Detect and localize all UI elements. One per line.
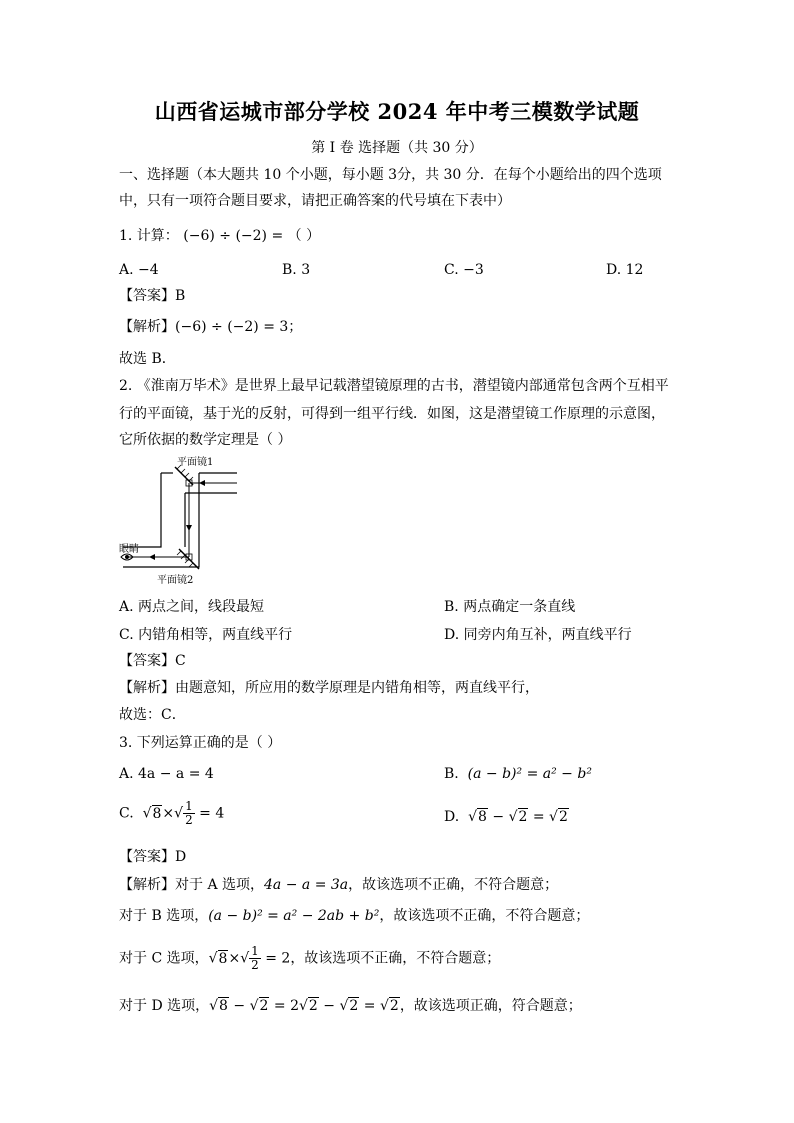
question-3-option-a: A. 4a − a = 4 [119,766,214,782]
question-3-stem: 3. 下列运算正确的是（ ） [119,735,282,751]
question-2-option-d: D. 同旁内角互补，两直线平行 [444,627,632,643]
question-2-option-a: A. 两点之间，线段最短 [119,599,265,615]
question-3-analysis-d: 对于 D 选项，√8 − √2 = 2√2 − √2 = √2，故该选项正确，符合题意； [119,998,582,1014]
question-2-line2: 行的平面镜，基于光的反射，可得到一组平行线．如图，这是潜望镜工作原理的示意图， [119,406,665,422]
question-1-option-a: A. −4 [119,262,159,278]
question-1-analysis: 【解析】(−6) ÷ (−2) = 3； [119,319,303,335]
periscope-figure [115,455,245,590]
question-1-answer: 【答案】B [119,288,186,304]
question-1-conclusion: 故选 B． [119,351,176,367]
question-2-option-b: B. 两点确定一条直线 [444,599,576,615]
question-1-option-d: D. 12 [606,262,644,278]
question-2-analysis: 【解析】由题意知，所应用的数学原理是内错角相等，两直线平行， [119,680,539,696]
section-subtitle: 第 I 卷 选择题（共 30 分） [311,140,483,156]
question-2-answer: 【答案】C [119,653,186,669]
question-3-option-b: B. (a − b)² = a² − b² [444,766,592,782]
question-3-answer: 【答案】D [119,849,187,865]
question-1-option-c: C. −3 [444,262,484,278]
question-1-stem: 1. 计算： (−6) ÷ (−2) = （ ） [119,228,321,244]
question-2-option-c: C. 内错角相等，两直线平行 [119,627,293,643]
question-2-line1: 2. 《淮南万毕术》是世界上最早记载潜望镜原理的古书，潜望镜内部通常包含两个互相平 [119,378,669,394]
eye-label: 眼睛 [119,544,139,555]
question-3-option-d: D. √8 − √2 = √2 [444,809,568,825]
mirror-1-label: 平面镜1 [177,457,214,468]
section-instruction-line2: 中，只有一项符合题目要求，请把正确答案的代号填在下表中） [119,193,511,209]
question-2-conclusion: 故选：C． [119,707,186,723]
question-2-line3: 它所依据的数学定理是（ ） [119,432,292,448]
question-1-option-b: B. 3 [282,262,311,278]
section-instruction-line1: 一、选择题（本大题共 10 个小题，每小题 3分，共 30 分．在每个小题给出的四个选项 [119,167,662,183]
mirror-2-label: 平面镜2 [157,575,194,586]
question-3-analysis-a: 【解析】对于 A 选项，4a − a = 3a，故该选项不正确，不符合题意； [119,877,559,893]
question-3-analysis-c: 对于 C 选项，√8×√ $\frac{1}{2}$ = 2，故该选项不正确，不符合题意； [119,944,501,972]
document-title: 山西省运城市部分学校 2024 年中考三模数学试题 [154,99,640,124]
question-3-option-c: C. √8×√ $\frac{1}{2}$ = 4 [119,799,225,827]
question-1-expression: (−6) ÷ (−2) = [183,228,284,244]
question-3-analysis-b: 对于 B 选项，(a − b)² = a² − 2ab + b²，故该选项不正确，不符合题意； [119,908,590,924]
